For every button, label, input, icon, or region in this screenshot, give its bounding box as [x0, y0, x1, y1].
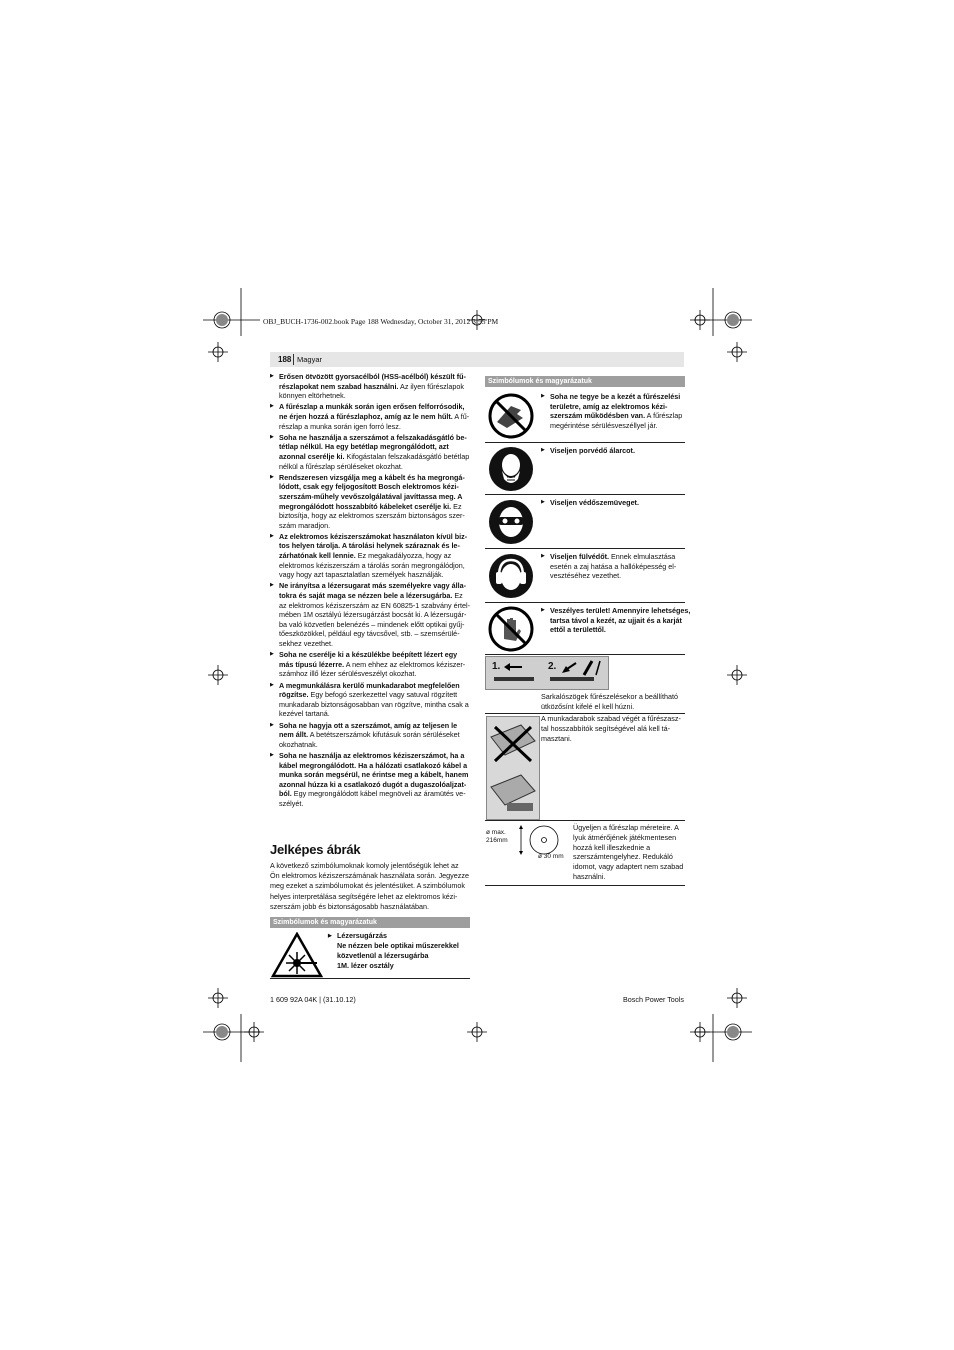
safety-goggles-icon: [487, 498, 535, 546]
laser-warning-icon: [271, 932, 323, 978]
bullet-item: ▶ A fűrészlap a munkák során igen erősen felforrósodik, ne érjen hozzá a fűrészlaphoz, amíg az le nem hűlt. A fűrészlap a munka során igen forró lesz.: [270, 402, 470, 431]
no-hands-blade-icon: [487, 392, 535, 440]
section-intro: A következő szimbólumoknak komoly jelentőségük lehet az Ön elektromos kéziszerszámának használata során. Jegyezze meg ezeket a szimbólumokat és jelentésüket. A szimbólumok helyes interpretálása segítségére lehet az elektromos kéziszerszám jobb és biztonságosabb használatában.: [270, 861, 469, 911]
workpiece-support-illustration: [486, 716, 540, 820]
bullet-item: ▶ Soha ne cserélje ki a készülékbe beépített lézert egy más típusú lézerre. A nem ehhez az elektromos kéziszerszámhoz illő lézer sérülésveszélyt okozhat.: [270, 650, 470, 679]
step-2-label: 2.: [548, 661, 557, 672]
bullet-item: ▶ Erősen ötvözött gyorsacélból (HSS-acélból) készült fűrészlapokat nem szabad használni. Az ilyen fűrészlapok könnyen eltörhetnek.: [270, 372, 470, 401]
bullet-item: ▶ Soha ne használja a szerszámot a felszakadásgátló betétlap nélkül. Ha egy betétlap megrongálódott, azt azonnal cserélje ki. Kifogástalan felszakadásgátló betétlap nélkül a fűrészlap sérüléseket okozhat.: [270, 433, 470, 471]
step-1-label: 1.: [492, 661, 501, 672]
dust-mask-icon: [487, 445, 535, 493]
support-caption: A munkadarabok szabad végét a fűrészasztal hosszabbítók segítségével alá kell támasztani.: [541, 714, 681, 743]
symbol-row-dust-mask: ▶ Viseljen porvédő álarcot.: [485, 442, 685, 495]
bullet-arrow-icon: ▶: [328, 933, 332, 939]
footer-brand: Bosch Power Tools: [623, 995, 684, 1004]
table-header: Szimbólumok és magyarázatuk: [270, 917, 470, 928]
page-header-bar: [270, 352, 684, 367]
left-symbol-table: [270, 917, 470, 979]
header-separator: [293, 354, 294, 365]
danger-zone-hand-icon: [487, 605, 535, 653]
blade-bore-label: ø 30 mm: [538, 853, 564, 860]
safety-bullet-list: [270, 372, 470, 810]
bullet-item: ▶ Az elektromos kéziszerszámokat használaton kívül biztos helyen tárolja. A tárolási helynek száraznak és lezárhatónak kell lennie. Ez megakadályozza, hogy az elektromos kéziszerszám a tárolás során megrongálódjon, vagy hogy azt tapasztalatlan személyek használják.: [270, 532, 470, 580]
blade-caption: Ügyeljen a fűrészlap méreteire. A lyuk átmérőjének játékmentesen hozzá kell illeszkednie a szerszámtengelyhez. Redukáló idomot, vagy adaptert nem szabad használni.: [573, 823, 684, 881]
bullet-item: ▶ Soha ne használja az elektromos kéziszerszámot, ha a kábel megrongálódott. Ha a hálózati csatlakozó kábel a munka során megsérül, ne érintse meg a kábelt, hanem azonnal húzza ki a csatlakozó dugót a dugaszolóaljzatból. Egy megrongálódott kábel megnöveli az áramütés veszélyét.: [270, 751, 470, 809]
symbol-row-hands: ▶ Soha ne tegye be a kezét a fűrészelési területre, amíg az elektromos kéziszerszám működésben van. A fűrészlap megérintése sérülésveszéllyel jár.: [485, 388, 685, 443]
footer-doc-number: 1 609 92A 04K | (31.10.12): [270, 995, 356, 1004]
blade-max-value: 216mm: [486, 837, 508, 844]
bullet-item: ▶ Rendszeresen vizsgálja meg a kábelt és ha megrongálódott, csak egy feljogosított Bosch elektromos kéziszerszám-műhely vevőszolgálatával javíttassa meg. A megrongálódott hosszabbító kábeleket cserélje ki. Ez biztosítja, hogy az elektromos szerszám biztonságos szerszám maradjon.: [270, 473, 470, 531]
table-extension-icon: [487, 717, 539, 819]
page-language: Magyar: [297, 355, 323, 364]
book-header-line: OBJ_BUCH-1736-002.book Page 188 Wednesday, October 31, 2012 3:55 PM: [263, 317, 499, 326]
blade-circle-icon: [514, 824, 570, 856]
row-divider: [485, 885, 685, 886]
symbol-row-ear: ▶ Viseljen fülvédőt. Ennek elmulasztása esetén a zaj hatása a hallóképesség elvesztéséhez vezethet.: [485, 548, 685, 603]
ear-protection-icon: [487, 552, 535, 600]
section-title: Jelképes ábrák: [270, 842, 361, 857]
symbol-row-danger-zone: ▶ Veszélyes terület! Amennyire lehetséges, tartsa távol a kezét, az ujjait és a karját ettől a területtől.: [485, 602, 685, 655]
right-table-header: Szimbólumok és magyarázatuk: [485, 376, 685, 387]
blade-max-label: ø max.: [486, 829, 506, 836]
fence-illustration: [485, 656, 609, 690]
bullet-item: ▶ A megmunkálásra kerülő munkadarabot megfelelően rögzítse. Egy befogó szerkezettel vagy satuval rögzített munkadarab biztonságosabban van rögzítve, mintha csak a kezével tartaná.: [270, 681, 470, 719]
page-number: 188: [278, 355, 292, 364]
bullet-item: ▶ Soha ne hagyja ott a szerszámot, amíg az teljesen le nem állt. A betétszerszámok kifutásuk során sérüléseket okozhatnak.: [270, 721, 470, 750]
fence-caption: Sarkalószögek fűrészelésekor a beállítható ütközősínt kifelé el kell húzni.: [541, 692, 679, 711]
row-divider: [485, 820, 685, 821]
fence-arrows-icon: [486, 657, 608, 689]
bullet-item: ▶ Ne irányítsa a lézersugarat más személyekre vagy állatokra és saját maga se nézzen bele a lézersugárba. Ez az elektromos kéziszerszám az EN 60825-1 szabvány értelmében 1M osztályú lézersugárzást bocsát ki. A lézersugárba való közvetlen belenézés – mindenek előtt optikai gyűjtőeszközökkel, például egy távcsővel, stb. – szemsérülésekhez vezethet.: [270, 581, 470, 648]
laser-text: ▶ Lézersugárzás Ne nézzen bele optikai műszerekkel közvetlenül a lézersugárba 1M. lézer osztály: [328, 931, 459, 970]
symbol-row-goggles: ▶ Viseljen védőszemüveget.: [485, 494, 685, 549]
laser-row: [270, 928, 470, 979]
blade-dimension-illustration: [486, 824, 570, 868]
